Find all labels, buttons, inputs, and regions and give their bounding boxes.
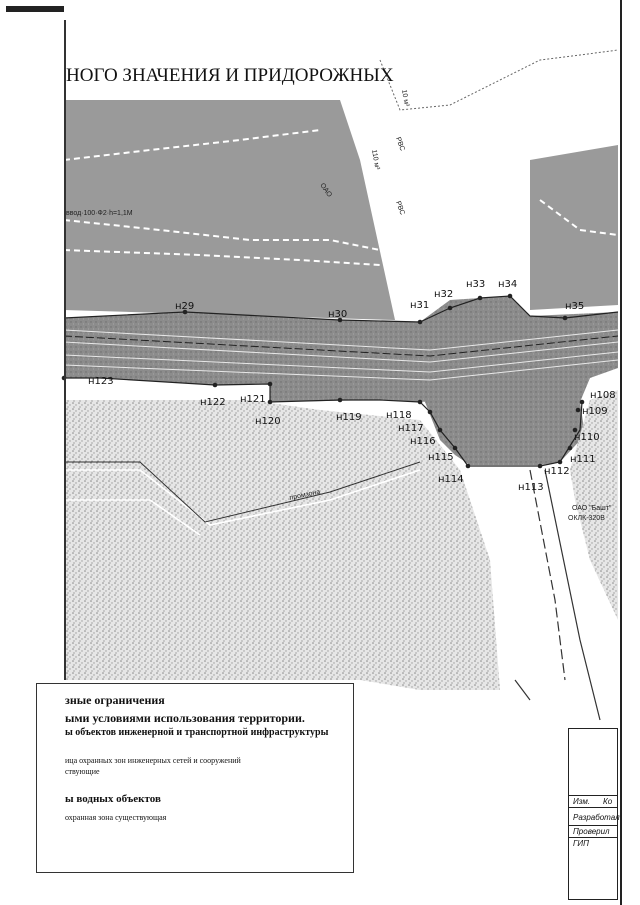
point-label: н121 [240,394,266,405]
point-label: н110 [574,432,600,443]
tank-annotation: 10 м³ [400,89,410,107]
right-annotation: ОАО "Башт" [572,505,612,512]
point-label: н109 [582,406,608,417]
frame-left [64,20,66,680]
title-block-stamp [568,728,618,900]
pipe-annotation: промзона [288,488,321,502]
legend-heading: зные ограничения [65,693,165,707]
point-label: н122 [200,397,226,408]
legend-item: ица охранных зон инженерных сетей и сооружений [65,756,241,765]
stamp-developer: Разработал [573,813,620,822]
stamp-checked: Проверил [573,827,610,836]
point-label: н35 [565,301,585,312]
legend-heading: ы объектов инженерной и транспортной инфраструктуры [65,727,329,738]
legend-panel [36,683,354,873]
point-label: н112 [544,466,570,477]
point-label: н116 [410,436,436,447]
point-label: н113 [518,482,544,493]
tank-annotation: 110 м³ [370,149,381,171]
point-label: н118 [386,410,412,421]
stamp-divider [569,807,617,808]
point-label: н123 [88,376,114,387]
point-label: н29 [175,301,195,312]
point-label: н119 [336,412,362,423]
stamp-divider [569,795,617,796]
point-label: н34 [498,279,518,290]
legend-item: охранная зона существующая [65,813,167,822]
point-label: н114 [438,474,464,485]
point-label: н108 [590,390,616,401]
rvs-annotation: РВС [394,200,406,217]
point-label: н111 [570,454,596,465]
restricted-zone-upper-right [530,145,618,310]
point-label: н120 [255,416,281,427]
point-label: н117 [398,423,424,434]
right-annotation: ОКЛК-320В [568,515,605,522]
stamp-izm: Изм. [573,797,591,806]
point-label: н32 [434,289,454,300]
left-annotation: ввод·100·Ф2·h=1,1М [66,210,133,217]
legend-heading: ыми условиями использования территории. [65,711,305,725]
stamp-divider [569,837,617,838]
point-label: н115 [428,452,454,463]
legend-heading: ы водных объектов [65,793,161,805]
stamp-chief-engineer: ГИП [573,839,589,848]
stamp-divider [569,825,617,826]
frame-right [620,0,622,905]
point-label: н33 [466,279,486,290]
point-label: н31 [410,300,430,311]
ao-annotation: ОАО [318,182,333,199]
river [380,50,618,110]
point-label: н30 [328,309,348,320]
legend-item: ствующие [65,767,100,776]
sheet-title: НОГО ЗНАЧЕНИЯ И ПРИДОРОЖНЫХ [66,65,394,86]
rvs-annotation: РВС [394,136,406,153]
stamp-ko: Ко [603,797,613,806]
